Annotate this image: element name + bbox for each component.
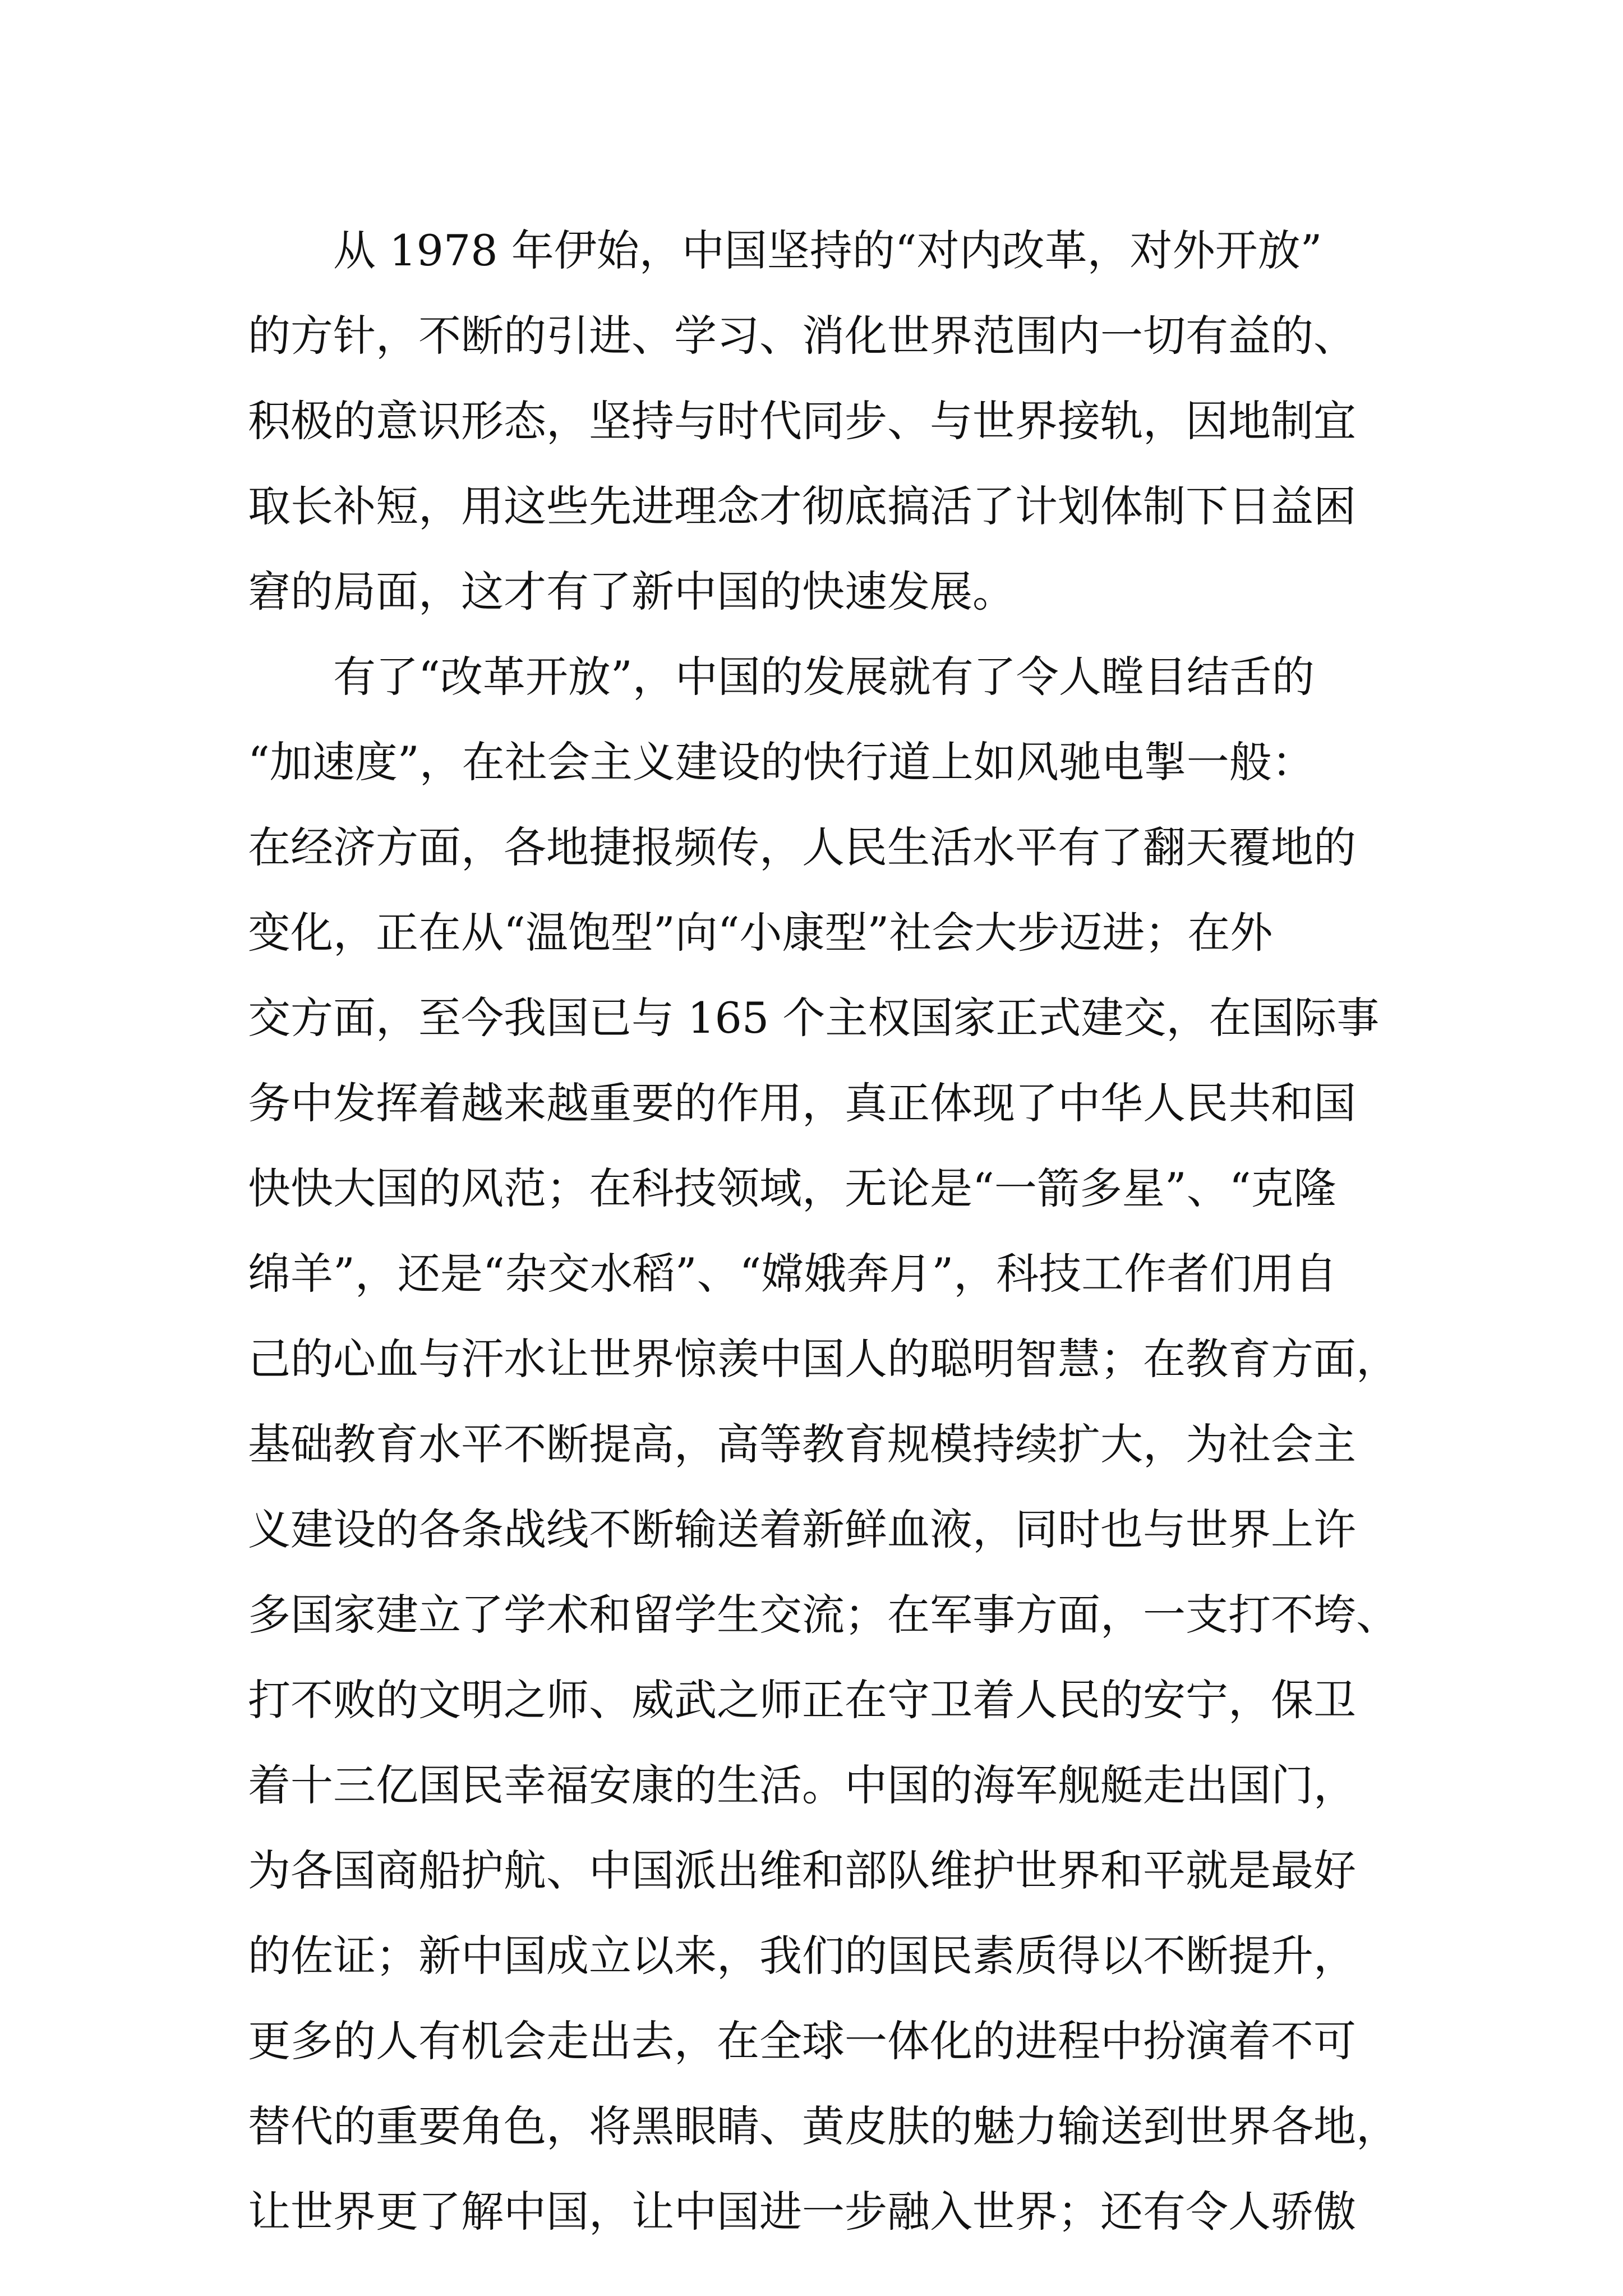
paragraph-1-line: 的方针，不断的引进、学习、消化世界范围内一切有益的、 — [248, 311, 1356, 361]
paragraph-2-line: 为各国商船护航、中国派出维和部队维护世界和平就是最好 — [248, 1846, 1356, 1895]
paragraph-2-line: 有了“改革开放”，中国的发展就有了令人瞠目结舌的 — [333, 652, 1315, 702]
paragraph-2-line: 快快大国的风范；在科技领域，无论是“一箭多星”、“克隆 — [248, 1163, 1336, 1213]
document-body — [248, 208, 1442, 2254]
paragraph-2-line: 打不败的文明之师、威武之师正在守卫着人民的安宁，保卫 — [248, 1675, 1356, 1725]
paragraph-2-line: 更多的人有机会走出去，在全球一体化的进程中扮演着不可 — [248, 2016, 1356, 2066]
paragraph-2-line: 替代的重要角色，将黑眼睛、黄皮肤的魅力输送到世界各地， — [248, 2101, 1399, 2151]
paragraph-1-line: 取长补短，用这些先进理念才彻底搞活了计划体制下日益困 — [248, 481, 1356, 531]
paragraph-2-line: 义建设的各条战线不断输送着新鲜血液，同时也与世界上许 — [248, 1504, 1356, 1554]
paragraph-1-line: 从 1978 年伊始，中国坚持的“对内改革，对外开放” — [333, 226, 1322, 275]
paragraph-2-line: 交方面，至今我国已与 165 个主权国家正式建交，在国际事 — [248, 993, 1380, 1043]
paragraph-2-line: 绵羊”，还是“杂交水稻”、“嫦娥奔月”，科技工作者们用自 — [248, 1249, 1338, 1299]
paragraph-2-line: “加速度”，在社会主义建设的快行道上如风驰电掣一般： — [248, 737, 1315, 787]
paragraph-2-line: 己的心血与汗水让世界惊羡中国人的聪明智慧；在教育方面， — [248, 1334, 1399, 1384]
paragraph-2-line: 务中发挥着越来越重要的作用，真正体现了中华人民共和国 — [248, 1078, 1356, 1128]
paragraph-1-line: 窘的局面，这才有了新中国的快速发展。 — [248, 567, 1015, 616]
paragraph-2-line: 多国家建立了学术和留学生交流；在军事方面，一支打不垮、 — [248, 1590, 1399, 1640]
paragraph-2-line: 在经济方面，各地捷报频传，人民生活水平有了翻天覆地的 — [248, 822, 1356, 872]
paragraph-2-line: 的佐证；新中国成立以来，我们的国民素质得以不断提升， — [248, 1931, 1356, 1981]
paragraph-2-line: 基础教育水平不断提高，高等教育规模持续扩大，为社会主 — [248, 1419, 1356, 1469]
paragraph-2-line: 变化，正在从“温饱型”向“小康型”社会大步迈进；在外 — [248, 908, 1273, 958]
paragraph-2-line: 着十三亿国民幸福安康的生活。中国的海军舰艇走出国门， — [248, 1760, 1356, 1810]
paragraph-1-line: 积极的意识形态，坚持与时代同步、与世界接轨，因地制宜 — [248, 396, 1356, 446]
paragraph-2-line: 让世界更了解中国，让中国进一步融入世界；还有令人骄傲 — [248, 2187, 1356, 2237]
